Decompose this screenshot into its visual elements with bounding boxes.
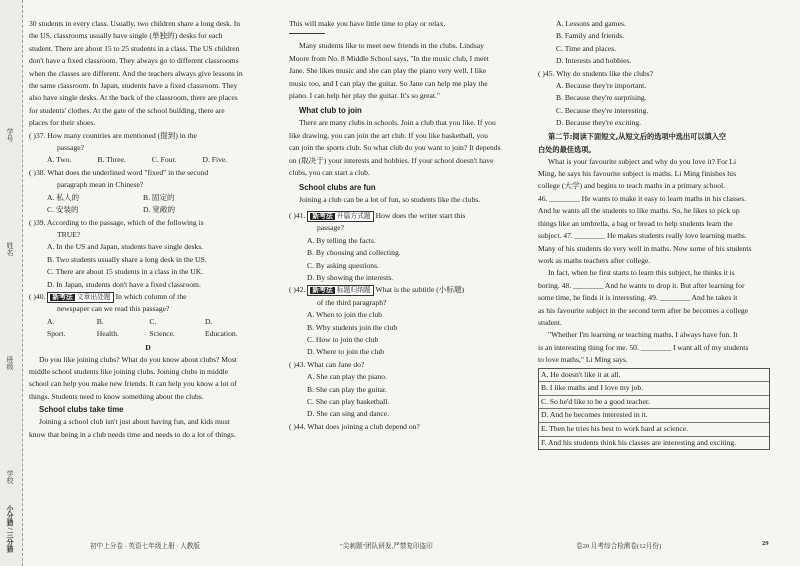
- question-39-option-a[interactable]: A. In the US and Japan, students have single desks.: [47, 242, 204, 252]
- choice-f[interactable]: F. And his students think his classes are interesting and exciting.: [541, 437, 737, 447]
- binding-margin: [0, 0, 23, 566]
- cloze-para-2: 46. ________ He wants to make it easy to learn maths in his classes. And he wants all the students to like maths. So, he likes to pick up things like an umbrella, a bag or bread to help students learn the subject. 47. ________ He makes students really love learning maths. Many of his students do very well in maths. Now some of his students work as maths teachers after college.: [538, 193, 752, 265]
- question-40: ( )40. 新考法 文章出处题 In which column of the newspaper can we read this passage?: [29, 291, 187, 314]
- question-41-option-c[interactable]: C. By asking questions.: [307, 260, 379, 270]
- name-label: 姓名: [6, 242, 14, 256]
- subtitle-school-clubs-take-time: School clubs take time: [39, 405, 124, 415]
- question-43-option-a[interactable]: A. She can play the piano.: [307, 372, 387, 382]
- question-39-option-c[interactable]: C. There are about 15 students in a class in the UK.: [47, 267, 204, 277]
- question-38-options-ab[interactable]: A. 私人的 B. 固定的: [47, 192, 175, 202]
- choice-c[interactable]: C. So he'd like to be a good teacher.: [539, 396, 769, 410]
- question-43-option-b[interactable]: B. She can play the guitar.: [307, 384, 387, 394]
- new-method-tag: 新考法 标题归纳题: [307, 285, 373, 296]
- choice-e[interactable]: E. Then he tries his best to work hard at science.: [539, 423, 769, 437]
- footer-book-title: 初中上分卷 · 英语七年级上册 · 人教版: [90, 543, 200, 550]
- question-45-option-c[interactable]: C. Because they're interesting.: [556, 105, 649, 115]
- footer-copyright: "尖刺题"团队研发,严禁复印盗印: [340, 543, 433, 550]
- question-42-option-d[interactable]: D. Where to join the club: [307, 347, 385, 357]
- passage-d-para-4: There are many clubs in schools. Join a club that you like. If you like drawing, you can join the art club. If you like basketball, you can join the sports club. So what club do you want to join? It depends on (取决于) your interests and hobbies. If your school doesn't have clubs, you can start a club.: [289, 118, 501, 178]
- question-41: ( )41. 新考法 开篇方式题 How does the writer start this passage?: [289, 210, 466, 233]
- student-id-label: 学号: [6, 128, 14, 142]
- question-44-option-c[interactable]: C. Time and places.: [556, 43, 617, 53]
- cloze-para-4: "Whether I'm learning or teaching maths, I always have fun. It is an interesting thing for me. 50. ________ I want all of my students to love maths," Li Ming says.: [538, 330, 749, 365]
- brand-label: 小分猎 / 三分猎: [6, 505, 14, 553]
- question-42: ( )42. 新考法 标题归纳题 What is the subtitle (小标题) of the third paragraph?: [289, 285, 465, 307]
- choice-b[interactable]: B. I like maths and I love my job.: [539, 382, 769, 396]
- choice-d[interactable]: D. And he becomes interested in it.: [539, 409, 769, 423]
- passage-d-para-2-end: This will make you have little time to play or relax.: [289, 19, 446, 28]
- column-right: [538, 18, 770, 450]
- column-left: [29, 18, 267, 441]
- question-42-option-b[interactable]: B. Why students join the club: [307, 322, 398, 332]
- question-41-option-d[interactable]: D. By showing the interests.: [307, 272, 394, 282]
- question-43-option-c[interactable]: C. She can play basketball.: [307, 396, 390, 406]
- subtitle-what-club-to-join: What club to join: [299, 106, 362, 116]
- question-39: ( )39. According to the passage, which of the following is TRUE?: [29, 217, 204, 239]
- cloze-para-3: In fact, when he first starts to learn this subject, he thinks it is boring. 48. ________ And he wants to drop it. But after learning for some time, he finds it is interesting. 49. ________ And he takes it as his favourite subject in the second term after he becomes a college student.: [538, 268, 749, 327]
- question-45-option-b[interactable]: B. Because they're surprising.: [556, 93, 647, 103]
- question-45: ( )45. Why do students like the clubs?: [538, 68, 654, 78]
- question-42-option-c[interactable]: C. How to join the club: [307, 334, 379, 344]
- question-44: ( )44. What does joining a club depend on?: [289, 421, 420, 431]
- question-38-options-cd[interactable]: C. 安装的 D. 宽敞的: [47, 205, 176, 215]
- new-method-tag: 新考法 文章出处题: [47, 292, 113, 303]
- question-40-options[interactable]: A. Sport. B. Health. C. Science. D. Education.: [47, 316, 238, 339]
- new-method-tag: 新考法 开篇方式题: [307, 211, 373, 222]
- passage-d-para-2: Joining a school club isn't just about having fun, and kids must know that being in a club needs time and needs to do a lot of things.: [29, 417, 236, 439]
- question-37-options[interactable]: A. Two. B. Three. C. Four. D. Five.: [47, 155, 228, 165]
- question-37: ( )37. How many countries are mentioned (提到) in the passage?: [29, 130, 197, 153]
- question-38: ( )38. What does the underlined word "fixed" in the second paragraph mean in Chinese?: [29, 167, 209, 190]
- question-39-option-d[interactable]: D. In Japan, students don't have a fixed classroom.: [47, 279, 201, 289]
- question-45-option-d[interactable]: D. Because they're exciting.: [556, 118, 642, 128]
- question-41-option-a[interactable]: A. By telling the facts.: [307, 235, 376, 245]
- passage-d-para-5: Joining a club can be a lot of fun, so students like the clubs.: [299, 195, 481, 205]
- passage-d-para-3: Many students like to meet new friends in the clubs. Lindsay Moore from No. 8 Middle School says, "In the music club, I meet Jane. She likes music and she can play the piano very well. I like music too, and I can play the guitar. So Jane can help me play the piano. I can help her play the guitar. It's so great.": [289, 41, 489, 101]
- page-number: 29: [762, 540, 769, 547]
- column-middle: [289, 18, 529, 433]
- footer-exam-title: 卷20 月考综合检测卷(12月份): [576, 543, 662, 550]
- cloze-para-1: What is your favourite subject and why do you love it? For Li Ming, he says his favourite subject is maths. Li Ming finishes his college (大学) and begins to teach maths in a primary school.: [538, 156, 737, 191]
- question-41-option-b[interactable]: B. By choosing and collecting.: [307, 248, 401, 258]
- passage-d-label: D: [145, 342, 151, 352]
- question-44-option-b[interactable]: B. Family and friends.: [556, 31, 625, 41]
- question-45-option-a[interactable]: A. Because they're important.: [556, 81, 647, 91]
- passage-d-intro: Do you like joining clubs? What do you know about clubs? Most middle school students like joining clubs. Joining clubs in middle school can help you make new friends. It can help you know a lot of things. Students need to know something about the clubs.: [29, 354, 237, 401]
- subtitle-school-clubs-are-fun: School clubs are fun: [299, 183, 376, 193]
- section-2-instructions: 第二节:阅读下面短文,从短文后的选项中选出可以填入空 白处的最佳选项。: [538, 131, 727, 154]
- question-44-option-a[interactable]: A. Lessons and games.: [556, 19, 626, 28]
- question-42-option-a[interactable]: A. When to join the club: [307, 310, 382, 320]
- question-43-option-d[interactable]: D. She can sing and dance.: [307, 409, 390, 419]
- question-43: ( )43. What can Jane do?: [289, 359, 365, 369]
- divider: [289, 33, 325, 34]
- passage-c-end: 30 students in every class. Usually, two children share a long desk. In the US, classrooms usually have single (单独的) desks for each student. There are about 15 to 25 students in a class. The US children don't have a fixed classroom. They always go to different classrooms when the classes are different. And the teachers always give lessons in the same classroom. In Japan, students have a fixed classroom. They also have single desks. At the back of the classroom, there are places for students' clothes. At the gate of the school building, there are places for their shoes.: [29, 19, 243, 128]
- school-label: 学校: [6, 470, 14, 484]
- choice-a[interactable]: A. He doesn't like it at all.: [539, 369, 769, 383]
- choices-table: [538, 368, 770, 451]
- question-39-option-b[interactable]: B. Two students usually share a long desk in the US.: [47, 254, 207, 264]
- class-label: 班级: [6, 356, 14, 370]
- question-44-option-d[interactable]: D. Interests and hobbies.: [556, 56, 632, 66]
